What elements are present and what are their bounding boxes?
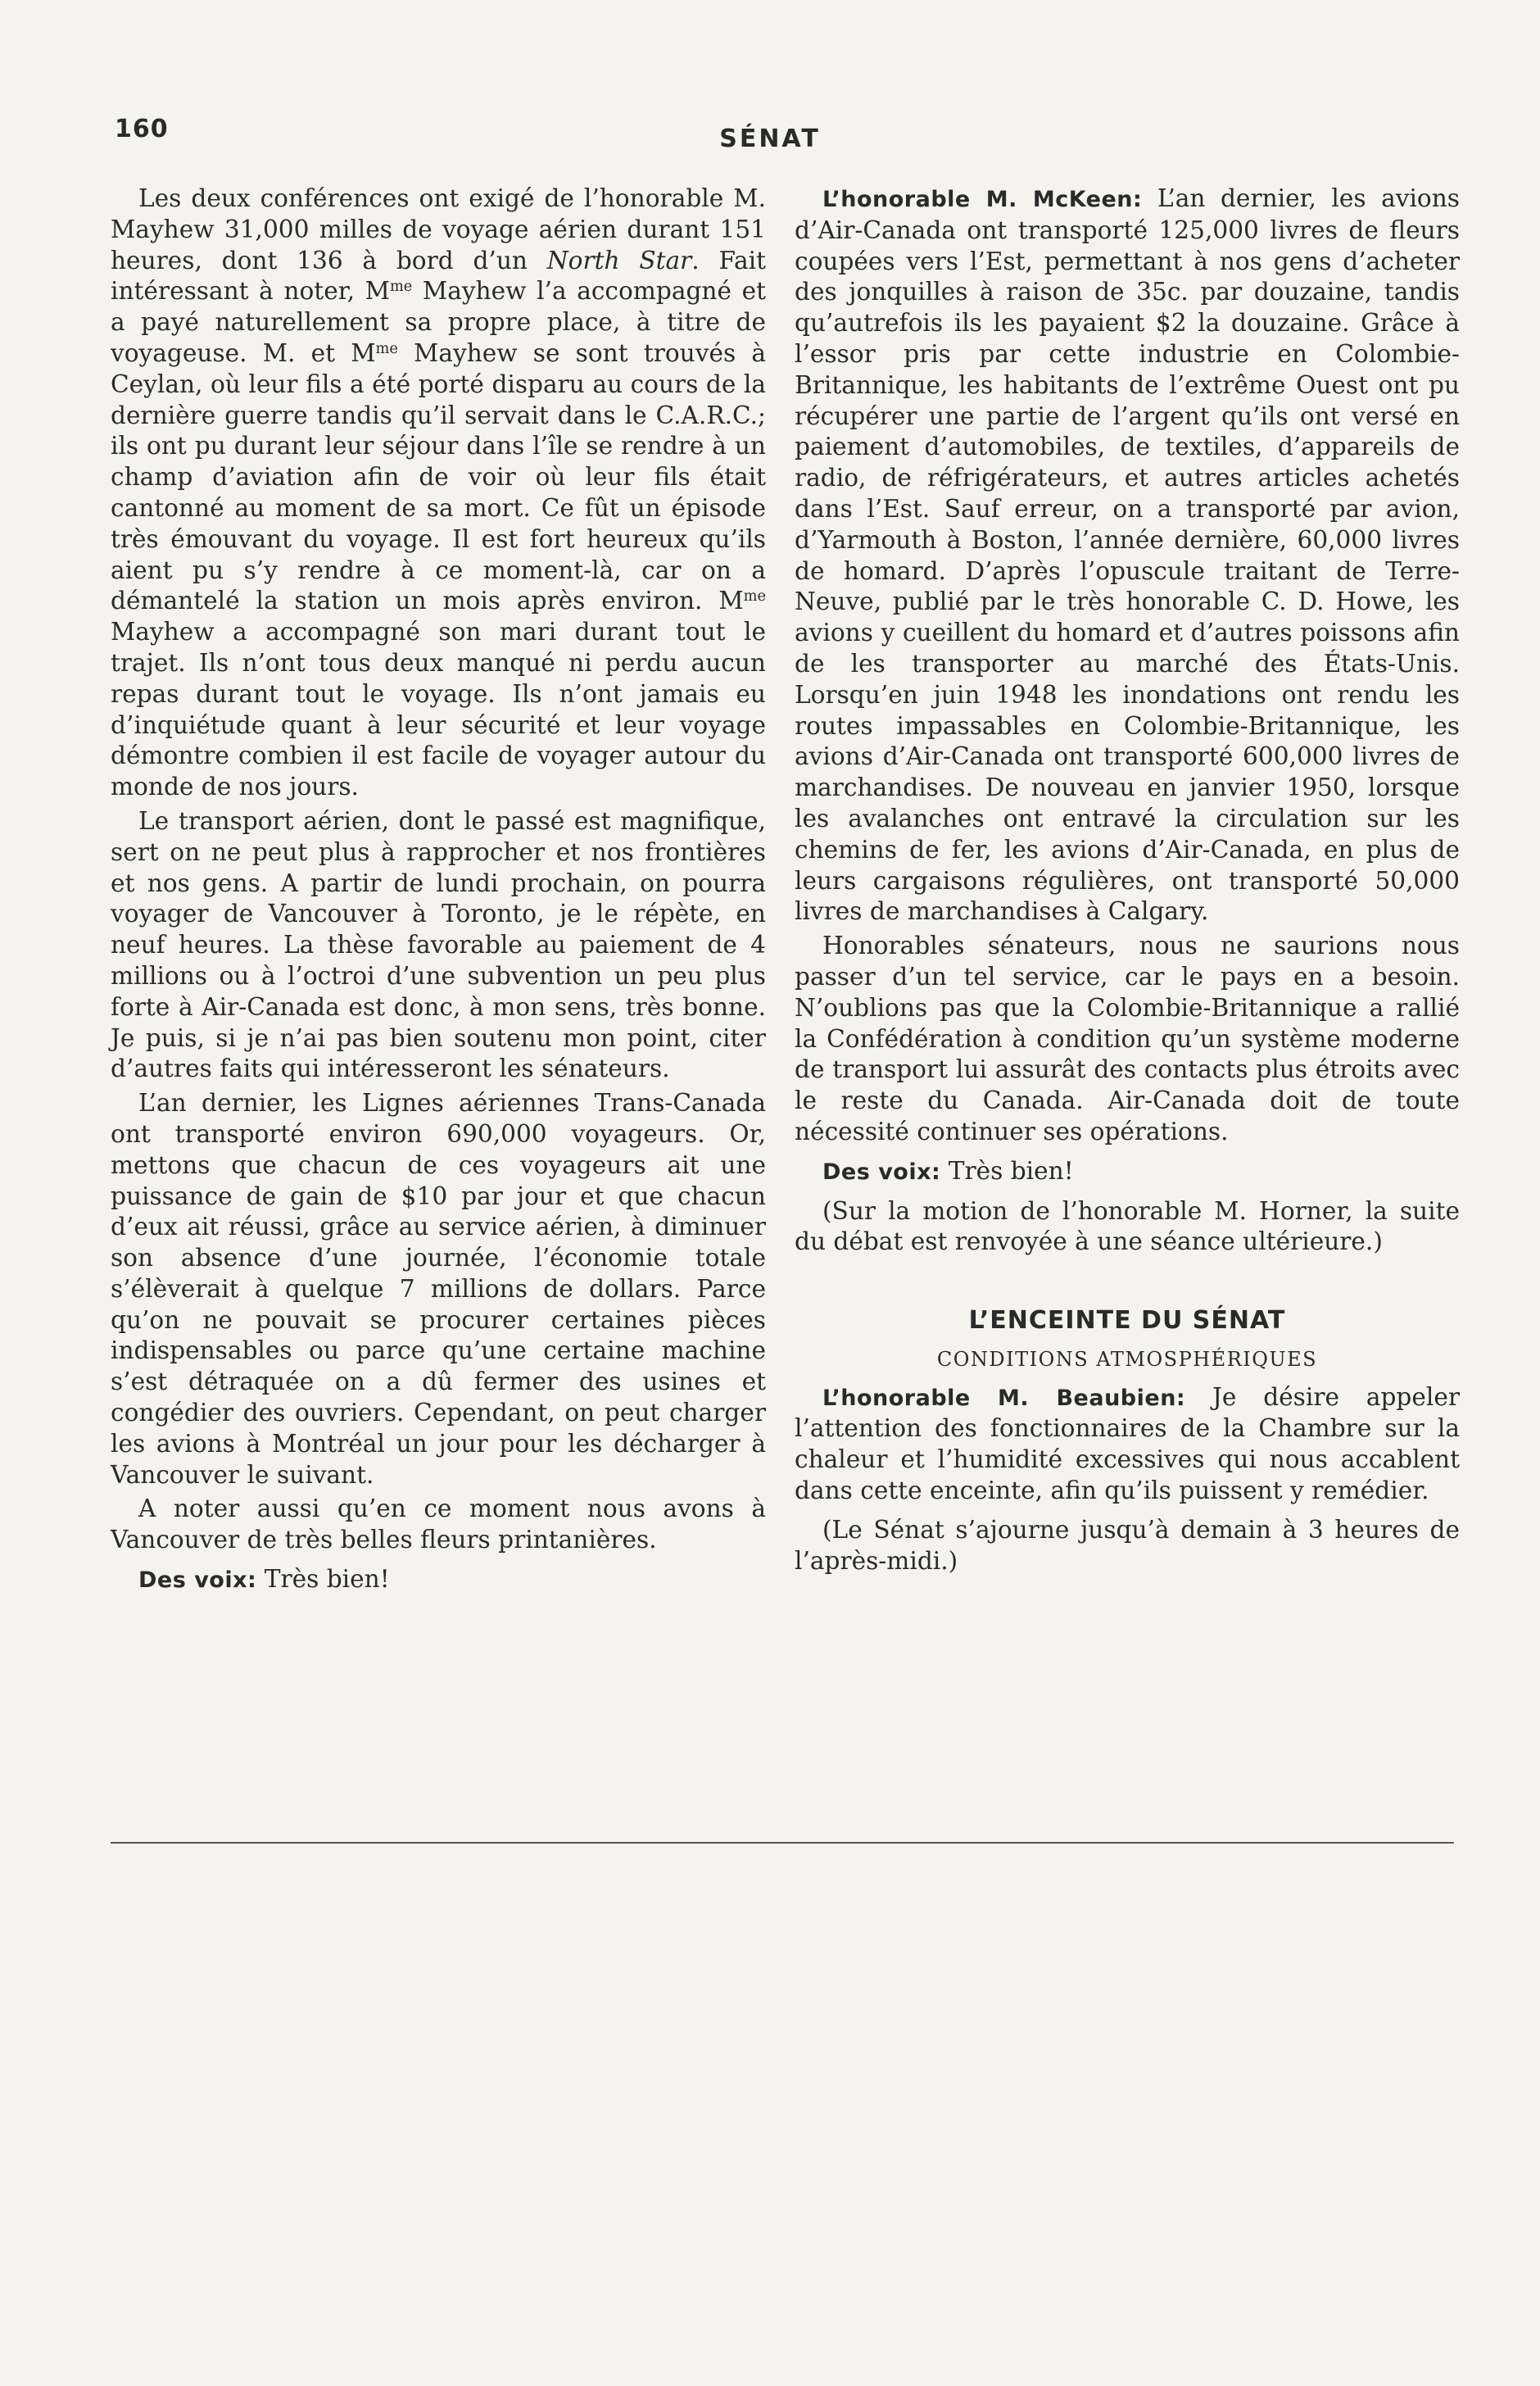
speaker-label: L’honorable M. Beaubien: — [822, 1385, 1186, 1411]
speech-text: L’an dernier, les avions d’Air-Canada ont transporté 125,000 livres de fleurs coupées vers l’Est, permettant à nos gens d’acheter des jonquilles à raison de 35c. par douzaine, tandis qu’autrefois ils les payaient $2 la douzaine. Grâce à l’essor pris par cette industrie en Colombie-Britannique, les habitants de l’extrême Ouest ont pu récupérer une partie de l’argent qu’ils ont versé en paiement d’automobiles, de textiles, d’appareils de radio, de réfrigérateurs, et autres articles achetés dans l’Est. Sauf erreur, on a transporté par avion, d’Yarmouth à Boston, l’année dernière, 60,000 livres de homard. D’après l’opuscule traitant de Terre-Neuve, publié par le très honorable C. D. Howe, les avions y cueillent du homard et d’autres poissons afin de les transporter au marché des États-Unis. Lorsqu’en juin 1948 les inondations ont rendu les routes impassables en Colombie-Britannique, les avions d’Air-Canada ont transporté 600,000 livres de marchandises. De nouveau en janvier 1950, lorsque les avalanches ont entravé la circulation sur les chemins de fer, les avions d’Air-Canada, en plus de leurs cargaisons régulières, ont transporté 50,000 livres de marchandises à Calgary. — [795, 184, 1460, 926]
section-title: L’ENCEINTE DU SÉNAT — [968, 1306, 1286, 1336]
left-column — [111, 184, 766, 1599]
speech — [795, 1382, 1460, 1507]
superscript: me — [743, 588, 766, 606]
speaker-label: Des voix: — [138, 1567, 257, 1594]
text: . Fait intéressant à noter, M — [111, 246, 766, 306]
paragraph: A noter aussi qu’en ce moment nous avons à Vancouver de très belles fleurs printanières. — [111, 1495, 766, 1554]
speech — [795, 184, 1460, 928]
speech-text: Très bien! — [256, 1565, 390, 1594]
paragraph — [111, 184, 766, 803]
paragraph: L’an dernier, les Lignes aériennes Trans-Canada ont transporté environ 690,000 voyageurs. Or, mettons que chacun de ces voyageurs ait une puissance de gain de $10 par jour et que chacun d’eux ait réussi, grâce au service aérien, à diminuer son absence d’une journée, l’économie totale s’élèverait à quelque 7 millions de dollars. Parce qu’on ne pouvait se procurer certaines pièces indispensables ou parce qu’une certaine machine s’est détraquée on a dû fermer des usines et congédier des ouvriers. Cependant, on peut charger les avions à Montréal un jour pour les décharger à Vancouver le suivant. — [111, 1089, 766, 1489]
speech-text: Très bien! — [940, 1156, 1074, 1185]
superscript: me — [389, 279, 413, 296]
text: Mayhew a accompagné son mari durant tout le trajet. Ils n’ont tous deux manqué ni perdu aucun repas durant tout le voyage. Ils n’ont jamais eu d’inquiétude quant à leur sécurité et leur voyage démontre combien il est facile de voyager autour du monde de nos jours. — [111, 618, 766, 801]
superscript: me — [375, 341, 398, 358]
text: Mayhew se sont trouvés à Ceylan, où leur fils a été porté disparu au cours de la dernière guerre tandis qu’il servait dans le C.A.R.C.; ils ont pu durant leur séjour dans l’île se rendre à un champ d’aviation afin de voir où leur fils était cantonné au moment de sa mort. Ce fût un épisode très émouvant du voyage. Il est fort heureux qu’ils aient pu s’y rendre à ce moment-là, car on a démantelé la station un mois après environ. M — [111, 338, 766, 615]
stage-direction: (Le Sénat s’ajourne jusqu’à demain à 3 heures de l’après-midi.) — [795, 1515, 1460, 1575]
text: Mayhew l’a accompagné et a payé naturellement sa propre place, à titre de voyageuse. M. et M — [111, 277, 766, 367]
bottom-rule — [111, 1842, 1454, 1844]
page-number: 160 — [115, 115, 169, 143]
speaker-label: L’honorable M. McKeen: — [822, 187, 1143, 212]
text: Les deux conférences ont exigé de l’honorable M. Mayhew 31,000 milles de voyage aérien durant 151 heures, dont 136 à bord d’un — [111, 184, 766, 274]
running-title: SÉNAT — [719, 125, 821, 153]
speech — [795, 1156, 1460, 1188]
paragraph: Le transport aérien, dont le passé est magnifique, sert on ne peut plus à rapprocher et nos frontières et nos gens. A partir de lundi prochain, on pourra voyager de Vancouver à Toronto, je le répète, en neuf heures. La thèse favorable au paiement de 4 millions ou à l’octroi d’une subvention un peu plus forte à Air-Canada est donc, à mon sens, très bonne. Je puis, si je n’ai pas bien soutenu mon point, citer d’autres faits qui intéresseront les sénateurs. — [111, 806, 766, 1083]
speech-text: Je désire appeler l’attention des fonctionnaires de la Chambre sur la chaleur et l’humidité excessives qui nous accablent dans cette enceinte, afin qu’ils puissent y remédier. — [795, 1382, 1460, 1505]
section-subtitle: CONDITIONS ATMOSPHÉRIQUES — [936, 1347, 1318, 1371]
speaker-label: Des voix: — [822, 1159, 941, 1185]
paragraph: Honorables sénateurs, nous ne saurions nous passer d’un tel service, car le pays en a besoin. N’oublions pas que la Colombie-Britannique a rallié la Confédération à condition qu’un système moderne de transport lui assurât des contacts plus étroits avec le reste du Canada. Air-Canada doit de toute nécessité continuer ses opérations. — [795, 932, 1460, 1145]
ship-name: North Star — [546, 246, 692, 274]
stage-direction: (Sur la motion de l’honorable M. Horner, la suite du débat est renvoyée à une séance ultérieure.) — [795, 1196, 1460, 1256]
speech — [111, 1564, 766, 1596]
right-column — [795, 184, 1460, 1580]
